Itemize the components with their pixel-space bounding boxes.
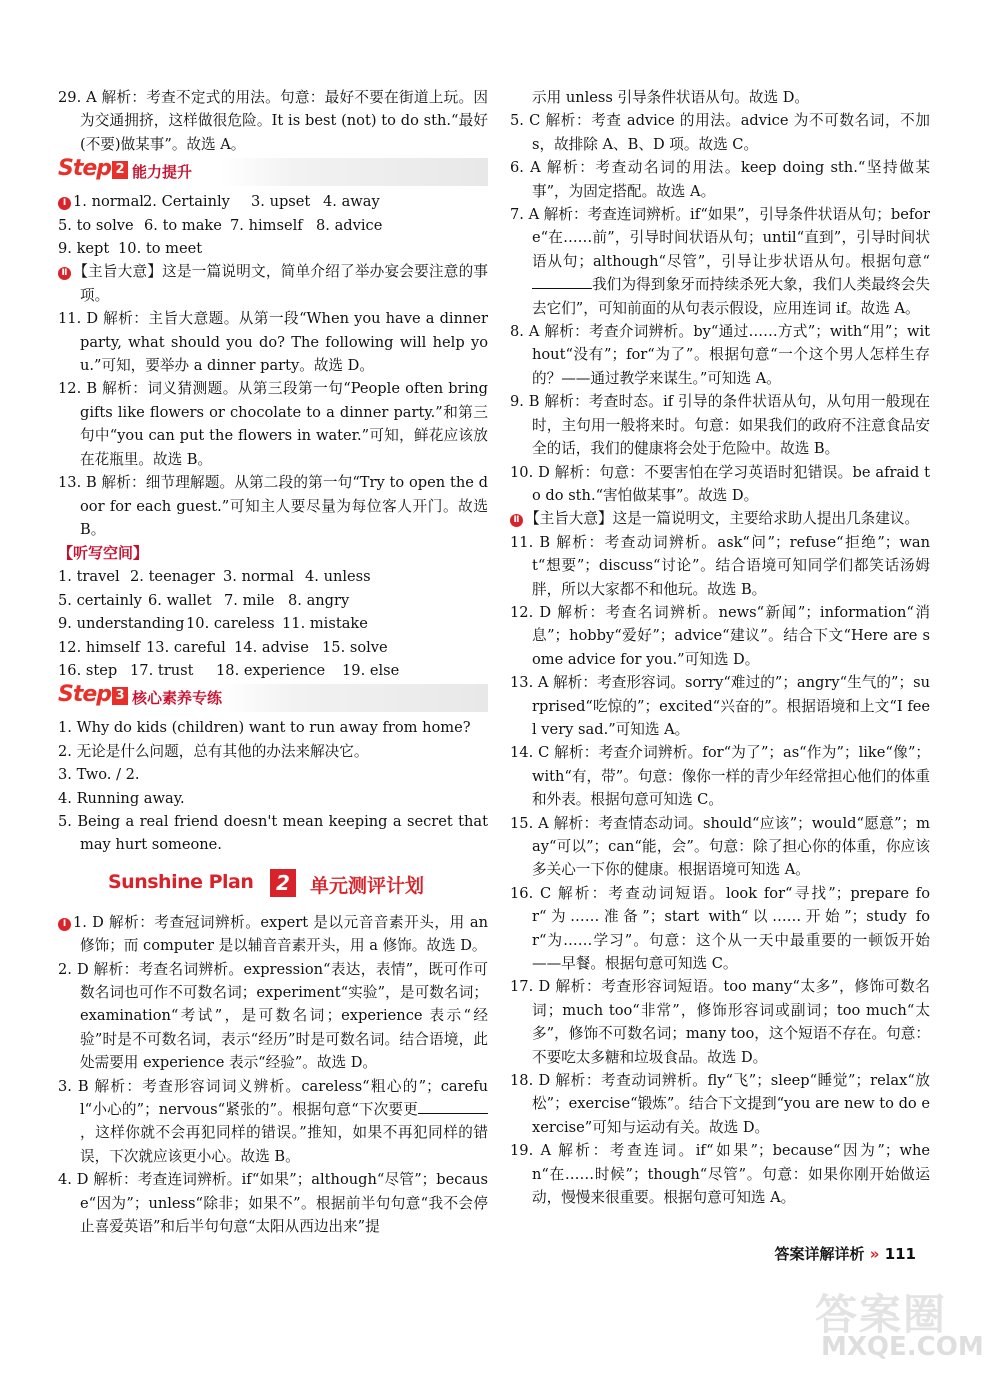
sunshine-plan-banner [58, 865, 488, 905]
fill-row [58, 214, 488, 237]
listen-row [58, 589, 488, 612]
listen-item: 16. step [58, 661, 118, 679]
fill-row [58, 190, 488, 213]
plan-title-en: Sunshine Plan [108, 870, 254, 893]
core-answer: 4. Running away. [58, 789, 185, 807]
listen-row [58, 612, 488, 635]
right-column [510, 86, 930, 1210]
listen-row [58, 659, 488, 682]
roman-numeral-badge: Ⅱ [510, 514, 523, 527]
fill-row [58, 237, 488, 260]
step-2-banner [58, 158, 488, 186]
answer-29: 29. A 解析：考查不定式的用法。句意：最好不要在街道上玩。因为交通拥挤，这样做很危险。It is best (not) to do sth.“最好(不要)做某事”。故选 A。 [58, 89, 488, 153]
listen-item: 10. careless [186, 615, 275, 633]
answer-blank [532, 276, 592, 289]
main-idea-text: 【主旨大意】这是一篇说明文，主要给求助人提出几条建议。 [525, 510, 920, 528]
plan-number: 2 [270, 869, 296, 897]
main-idea [510, 507, 930, 530]
listen-item: 4. unless [305, 568, 371, 586]
unit-answer-text: ，这样你就不会再犯同样的错误。”推知，如果不再犯同样的错误，下次就应该更小心。故选 B。 [80, 1124, 488, 1165]
core-answer: 5. Being a real friend doesn't mean keeping a secret that may hurt someone. [58, 812, 488, 854]
double-chevron-icon: » [869, 1245, 880, 1263]
listen-row [58, 565, 488, 588]
roman-numeral-badge: Ⅰ [58, 918, 71, 931]
unit-answer-9: 9. B 解析：考查时态。if 引导的条件状语从句，从句用一般现在时，主句用一般将来时。句意：如果我们的政府不注意食品安全的话，我们的健康将会处于危险中。故选 B。 [510, 393, 930, 458]
unit-answer-4-continued: 示用 unless 引导条件状语从句。故选 D。 [532, 89, 810, 106]
listen-item: 14. advise [234, 638, 309, 656]
unit-answer-8: 8. A 解析：考查介词辨析。by“通过……方式”；with“用”；without“没有”；for“为了”。根据句意“一个这个男人怎样生存的？——通过教学来谋生。”可知选 A。 [510, 323, 930, 387]
roman-numeral-badge: Ⅱ [58, 267, 71, 280]
page-number: 111 [884, 1245, 916, 1263]
unit-answer-12: 12. D 解析：考查名词辨析。news“新闻”；information“消息”；hobby“爱好”；advice“建议”。结合下文“Here are some advice for you.”可知选 D。 [510, 603, 930, 668]
fill-item: 3. upset [251, 193, 311, 211]
unit-answer-text: 我们为得到象牙而持续杀死大象，我们人类最终会失去它们”，可知前面的从句表示假设，应用连词 if。故选 A。 [532, 276, 930, 317]
answer-11: 11. D 解析：主旨大意题。从第一段“When you have a dinner party, what should you do? The following will help you.”可知，要举办 a dinner party。故选 D。 [58, 310, 488, 375]
left-column [58, 86, 488, 1238]
fill-item: 4. away [323, 193, 380, 211]
listen-item: 13. careful [146, 638, 226, 656]
fill-item: 1. normal [73, 193, 144, 211]
fill-item: 6. to make [144, 216, 222, 234]
unit-answer-15: 15. A 解析：考查情态动词。should“应该”；would“愿意”；may“可以”；can“能，会”。句意：除了担心你的体重，你应该多关心一下你的健康。根据语境可知选 A。 [510, 814, 930, 879]
fill-item: 7. himself [230, 216, 303, 234]
listen-row [58, 636, 488, 659]
listen-item: 12. himself [58, 638, 140, 656]
unit-answer-6: 6. A 解析：考查动名词的用法。keep doing sth.“坚持做某事”，为固定搭配。故选 A。 [510, 159, 930, 200]
listen-item: 11. mistake [282, 615, 368, 633]
listen-item: 8. angry [288, 591, 350, 609]
plan-title-cn: 单元测评计划 [310, 874, 425, 897]
unit-answer-11: 11. B 解析：考查动词辨析。ask“问”；refuse“拒绝”；want“想要”；discuss“讨论”。结合语境可知同学们都笑话汤姆胖，所以大家都不和他玩。故选 B。 [510, 533, 930, 598]
core-answer: 1. Why do kids (children) want to run away from home? [58, 719, 471, 737]
unit-answer-10: 10. D 解析：句意：不要害怕在学习英语时犯错误。be afraid to do sth.“害怕做某事”。故选 D。 [510, 463, 930, 504]
roman-numeral-badge: Ⅰ [58, 197, 71, 210]
unit-answer-5: 5. C 解析：考查 advice 的用法。advice 为不可数名词，不加 s，故排除 A、B、D 项。故选 C。 [510, 112, 930, 153]
unit-answer-19: 19. A 解析：考查连词。if“如果”；because“因为”；when“在……时候”；though“尽管”。句意：如果你刚开始做运动，慢慢来很重要。根据句意可知选 A。 [510, 1142, 930, 1207]
unit-answer-text: 3. B 解析：考查形容词词义辨析。careless“粗心的”；careful“小心的”；nervous“紧张的”。根据句意“下次要更 [58, 1077, 488, 1119]
fill-item: 8. advice [316, 216, 383, 234]
answer-12: 12. B 解析：词义猜测题。从第三段第一句“People often bring gifts like flowers or chocolate to a dinner party.”和第三句中“you can put the flowers in water.”可知，鲜花应该放在花瓶里。故选 B。 [58, 380, 488, 468]
footer-label: 答案详解详析 [774, 1245, 865, 1263]
watermark-logo: 答案圈 [815, 1290, 948, 1339]
step-label: Step [58, 156, 112, 182]
listen-item: 6. wallet [148, 591, 212, 609]
step-label: Step [58, 682, 112, 708]
unit-answer-17: 17. D 解析：考查形容词短语。too many“太多”，修饰可数名词；much too“非常”，修饰形容词或副词；too much“太多”，修饰不可数名词；many too，这个短语不存在。句意：不要吃太多糖和垃圾食品。故选 D。 [510, 978, 930, 1066]
page-footer [775, 1243, 917, 1264]
listen-item: 1. travel [58, 568, 120, 586]
listen-item: 7. mile [224, 591, 275, 609]
listen-item: 18. experience [216, 661, 326, 679]
watermark-url: MXQE.COM [821, 1332, 984, 1362]
step-title: 能力提升 [132, 163, 193, 182]
unit-answer-2: 2. D 解析：考查名词辨析。expression“表达，表情”，既可作可数名词也可作不可数名词；experiment“实验”，是可数名词；examination“考试”，是可数名词；experience 表示“经验”时是不可数名词，表示“经历”时是可数名词。结合语境，此处需要用 experience 表示“经验”。故选 D。 [58, 960, 488, 1072]
main-idea-text: 【主旨大意】这是一篇说明文，简单介绍了举办宴会要注意的事项。 [73, 263, 488, 304]
unit-answer-14: 14. C 解析：考查介词辨析。for“为了”；as“作为”；like“像”；with“有，带”。句意：像你一样的青少年经常担心他们的体重和外表。根据句意可知选 C。 [510, 744, 930, 809]
listen-item: 19. else [342, 661, 400, 679]
fill-item: 9. kept [58, 240, 110, 258]
unit-answer-text: 1. D 解析：考查冠词辨析。expert 是以元音音素开头，用 an 修饰；而 computer 是以辅音音素开头，用 a 修饰。故选 D。 [73, 913, 488, 955]
step-number: 3 [112, 687, 128, 705]
listening-section-title: 【听写空间】 [58, 544, 149, 563]
core-answer: 2. 无论是什么问题，总有其他的办法来解决它。 [58, 742, 369, 760]
unit-answer-1 [58, 911, 488, 958]
answer-13: 13. B 解析：细节理解题。从第二段的第一句“Try to open the door for each guest.”可知主人要尽量为每位客人开门。故选 B。 [58, 474, 488, 538]
answer-blank [418, 1101, 488, 1114]
fill-item: 10. to meet [118, 240, 203, 258]
step-number: 2 [112, 161, 128, 179]
unit-answer-4: 4. D 解析：考查连词辨析。if“如果”；although“尽管”；because“因为”；unless“除非；如果不”。根据前半句句意“我不会停止喜爱英语”和后半句句意“太阳从西边出来”提 [58, 1171, 488, 1236]
step-title: 核心素养专练 [132, 689, 223, 708]
watermark [795, 1282, 985, 1370]
listen-item: 2. teenager [130, 568, 215, 586]
listen-item: 5. certainly [58, 591, 142, 609]
unit-answer-3 [58, 1075, 488, 1169]
listen-item: 3. normal [223, 568, 294, 586]
fill-item: 2. Certainly [143, 193, 230, 211]
main-idea [58, 260, 488, 307]
fill-item: 5. to solve [58, 216, 134, 234]
unit-answer-7 [510, 203, 930, 320]
listen-item: 17. trust [130, 661, 194, 679]
unit-answer-13: 13. A 解析：考查形容词。sorry“难过的”；angry“生气的”；surprised“吃惊的”；excited“兴奋的”。根据语境和上文“I feel very sad.”可知选 A。 [510, 674, 930, 738]
core-answer: 3. Two. / 2. [58, 766, 140, 784]
unit-answer-text: 7. A 解析：考查连词辨析。if“如果”，引导条件状语从句；before“在……前”，引导时间状语从句；until“直到”，引导时间状语从句；although“尽管”，引导让步状语从句。根据句意“ [510, 206, 930, 270]
unit-answer-16: 16. C 解析：考查动词短语。look for“寻找”；prepare for“为……准备”；start with“以……开始”；study for“为……学习”。句意：这个从一天中最重要的一顿饭开始——早餐。根据句意可知选 C。 [510, 884, 930, 973]
unit-answer-18: 18. D 解析：考查动词辨析。fly“飞”；sleep“睡觉”；relax“放松”；exercise“锻炼”。结合下文提到“you are new to do exercise”可知与运动有关。故选 D。 [510, 1072, 930, 1136]
listen-item: 15. solve [322, 638, 388, 656]
step-3-banner [58, 684, 488, 712]
listen-item: 9. understanding [58, 615, 185, 633]
